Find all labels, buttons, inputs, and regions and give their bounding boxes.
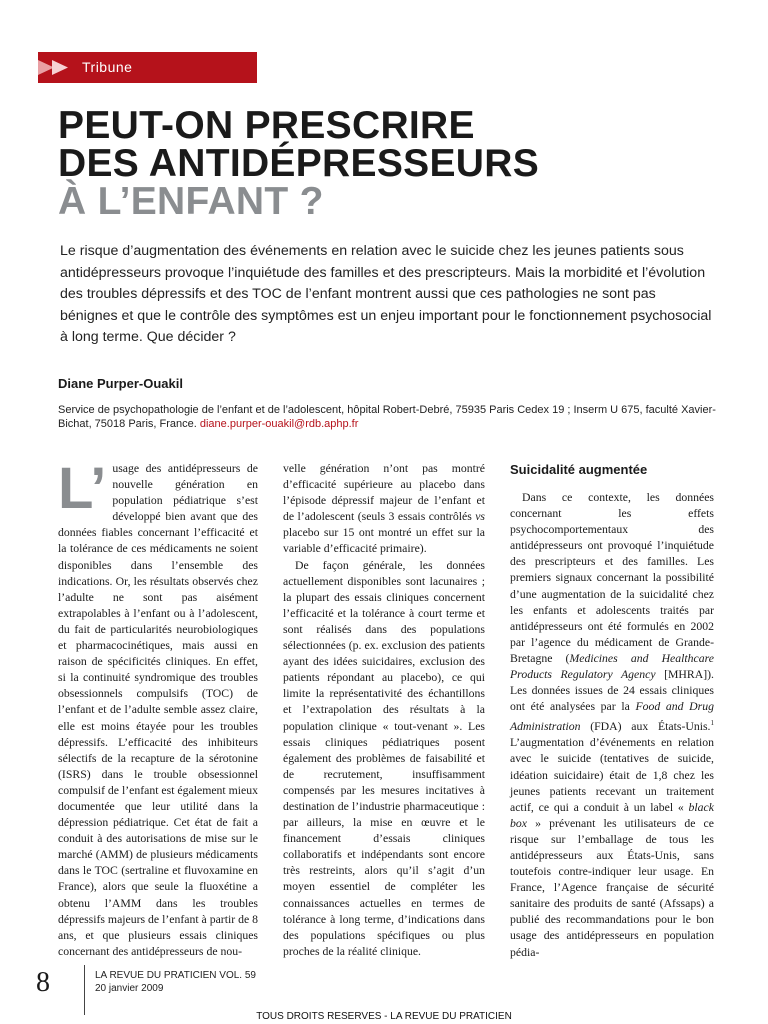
issue-date: 20 janvier 2009: [95, 983, 164, 994]
journal-info: [95, 969, 256, 995]
footer-divider: [84, 965, 85, 1015]
text-run: L’augmentation d’événements en relation avec le suicide (tentatives de suicide, idéation suicidaire) était de 1,8 chez les jeunes patients recevant un traitement actif, ce qui a conduit à un label «: [510, 736, 714, 814]
reference-number: 1: [710, 719, 714, 728]
section-banner: [38, 52, 257, 83]
body-column-2: [283, 461, 485, 960]
journal-line: [95, 969, 256, 982]
author-affiliation: [58, 403, 718, 431]
title-line-2: DES ANTIDÉPRESSEURS: [58, 142, 540, 185]
text-run: placebo sur 15 ont montré un effet sur la variable d’efficacité primaire).: [283, 526, 485, 556]
body-paragraph: [510, 490, 714, 961]
journal-volume: VOL. 59: [219, 970, 256, 981]
text-run: velle génération n’ont pas montré d’efficacité supérieure au placebo dans l’épisode dépressif majeur de l’enfant et de l’adolescent (seuls 3 essais contrôlés: [283, 462, 485, 524]
text-run: [MHRA]). Les données issues de 24 essais cliniques ont été analysées par la: [510, 668, 714, 714]
text-run: Dans ce contexte, les données concernant les effets psychocomportementaux des antidépresseurs ont provoqué l’inquiétude des prescripteurs et des familles. Les premiers signaux concernant la possibilité d’une augmentation de la suicidalité chez les enfants et adolescents traités par antidépresseurs ont été formulés en 2002 par l’agence du médicament de Grande-Bretagne (: [510, 491, 714, 665]
body-paragraph: [283, 461, 485, 558]
title-line-1: PEUT-ON PRESCRIRE: [58, 104, 475, 147]
body-column-3: [510, 490, 714, 961]
drop-cap: L’: [58, 456, 107, 521]
paragraph-text: usage des antidépresseurs de nouvelle génération en population pédiatrique s’est développé bien avant que des données fiables concernant l’efficacité et la tolérance de ces médicaments ne soient disponibles dans l’ensemble des indications. Or, les résultats observés chez l’adulte ne sont pas aisément extrapolables à l’enfant ou à l’adolescent, du fait de particularités neurobiologiques et pharmacocinétiques, mais aussi en raison de spécificités cliniques. En effet, si la continuité syndromique des troubles obsessionnels compulsifs (TOC) de l’enfant et de l’adulte semble assez claire, elle est moins étayée pour les troubles dépressifs. L’efficacité des inhibiteurs sélectifs de la recapture de la sérotonine (ISRS) dans le trouble obsessionnel compulsif de l’enfant est également mieux documentée que leur utilité dans la dépression pédiatrique. Cet état de fait a conduit à des autorisations de mise sur le marché (AMM) de plusieurs médicaments dans le TOC (sertraline et fluvoxamine en France), alors que seule la fluoxétine a obtenu l’AMM dans les troubles dépressifs majeurs de l’enfant à partir de 8 ans, et que plusieurs essais cliniques concernant des antidépresseurs de nou-: [58, 462, 259, 958]
affiliation-text: Service de psychopathologie de l’enfant et de l’adolescent, hôpital Robert-Debré, 75935 Paris Cedex 19 ; Inserm U 675, faculté Xavier-Bichat, 75018 Paris, France.: [58, 404, 716, 430]
author-email-link[interactable]: diane.purper-ouakil@rdb.aphp.fr: [199, 418, 359, 430]
text-run: (FDA) aux États-Unis.: [580, 720, 711, 734]
body-paragraph: De façon générale, les données actuellement disponibles sont lacunaires ; la plupart des essais cliniques concernent l’efficacité et la tolérance à court terme et sont réalisés dans des populations sélectionnées (p. ex. exclusion des patients ayant des idées suicidaires, exclusion des patients répondant au placebo), ce qui limite la représentativité des échantillons et l’extrapolation des résultats à la population clinique « tout-venant ». Les essais cliniques pédiatriques posent également des problèmes de faisabilité et de recrutement, insuffisamment compensés par les mesures incitatives à destination de l’industrie pharmaceutique : par ailleurs, la mise en œuvre et le financement d’essais cliniques collaboratifs et indépendants sont encore très restreints, alors qu’il s’agit d’un moyen essentiel de compléter les connaissances actuelles en termes de tolérance à long terme, d’indications dans des populations spécifiques ou plus proches de la réalité clinique.: [283, 558, 485, 958]
journal-name: LA REVUE DU PRATICIEN: [95, 970, 217, 981]
copyright-notice: TOUS DROITS RESERVES - LA REVUE DU PRATICIEN: [256, 1011, 512, 1022]
page-number: 8: [36, 967, 50, 998]
body-paragraph: [58, 456, 259, 960]
body-column-1: [58, 456, 259, 960]
italic-run: Food and Drug Administration: [510, 700, 714, 734]
text-run: » prévenant les utilisateurs de ce risque sur l’emballage de tous les antidépresseurs aux États-Unis, sans toutefois contre-indiquer leur usage. En France, l’Agence française de sécurité sanitaire des produits de santé (Afssaps) a publié des recommandations pour le bon usage des antidépresseurs en population pédia-: [510, 816, 714, 959]
section-heading: Suicidalité augmentée: [510, 462, 648, 477]
italic-run: black box: [510, 800, 714, 830]
title-line-3: À L’ENFANT ?: [58, 180, 324, 223]
italic-run: Medicines and Healthcare Products Regulatory Agency: [510, 651, 714, 682]
author-name: Diane Purper-Ouakil: [58, 376, 183, 391]
section-label: Tribune: [82, 59, 133, 75]
double-arrow-icon: [38, 60, 78, 75]
italic-run: vs: [475, 510, 485, 524]
lead-paragraph: Le risque d’augmentation des événements en relation avec le suicide chez les jeunes patients sous antidépresseurs provoque l’inquiétude des familles et des prescripteurs. Mais la morbidité et l’évolution des troubles dépressifs et des TOC de l’enfant montrent aussi que ces pathologies ne sont pas bénignes et que le contrôle des symptômes est un enjeu important pour le fonctionnement psychosocial à long terme. Que décider ?: [60, 243, 712, 345]
article-title: [58, 104, 718, 223]
